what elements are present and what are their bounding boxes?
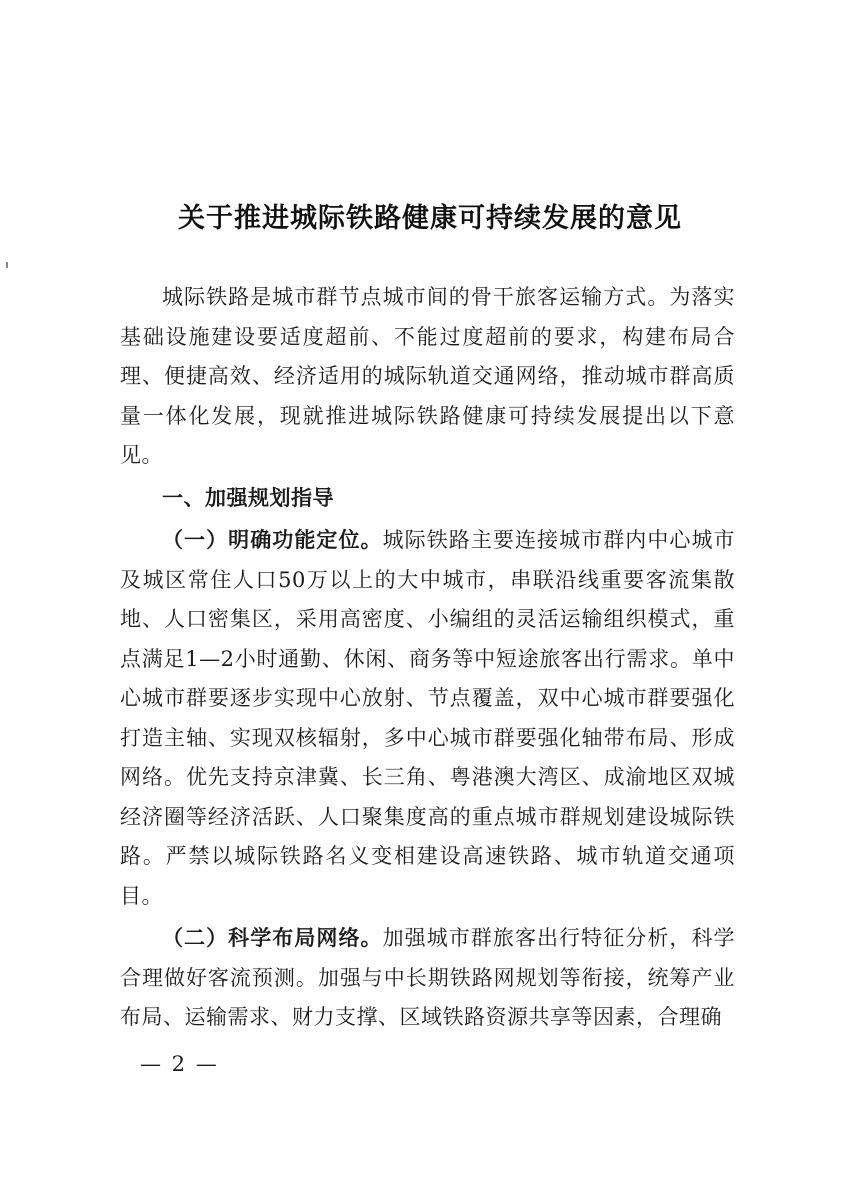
item-1-lead: （一）明确功能定位。 — [162, 528, 383, 552]
document-body — [120, 278, 735, 1038]
section-heading: 一、加强规划指导 — [162, 485, 334, 510]
intro-paragraph: 城际铁路是城市群节点城市间的骨干旅客运输方式。为落实基础设施建设要适度超前、不能过度超前的要求，构建布局合理、便捷高效、经济适用的城际轨道交通网络，推动城市群高质量一体化发展，现就推进城际铁路健康可持续发展提出以下意见。 — [120, 285, 735, 467]
item-2-body: 加强城市群旅客出行特征分析，科学合理做好客流预测。加强与中长期铁路网规划等衔接，统筹产业布局、运输需求、财力支撑、区域铁路资源共享等因素，合理确 — [120, 926, 736, 1029]
item-1-paragraph — [120, 521, 735, 916]
item-2-paragraph — [120, 919, 735, 1038]
document-title: 关于推进城际铁路健康可持续发展的意见 — [178, 203, 682, 234]
page-number: — 2 — — [140, 1052, 219, 1076]
item-1-body: 城际铁路主要连接城市群内中心城市及城区常住人口50万以上的大中城市，串联沿线重要客流集散地、人口密集区，采用高密度、小编组的灵活运输组织模式，重点满足1—2小时通勤、休闲、商务等中短途旅客出行需求。单中心城市群要逐步实现中心放射、节点覆盖，双中心城市群要强化打造主轴、实现双核辐射，多中心城市群要强化轴带布局、形成网络。优先支持京津冀、长三角、粤港澳大湾区、成渝地区双城经济圈等经济活跃、人口聚集度高的重点城市群规划建设城际铁路。严禁以城际铁路名义变相建设高速铁路、城市轨道交通项目。 — [120, 528, 736, 908]
item-2-lead: （二）科学布局网络。 — [162, 926, 383, 950]
scan-artifact — [6, 262, 8, 268]
